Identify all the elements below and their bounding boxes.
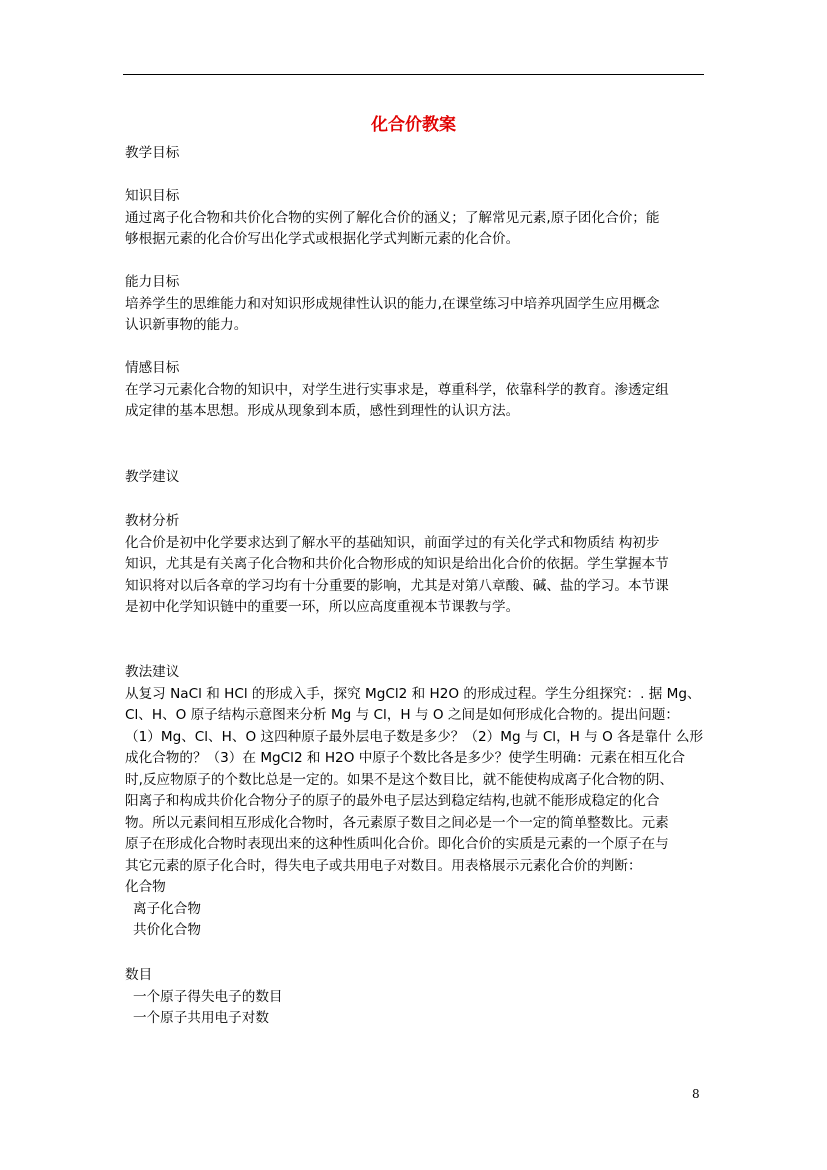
material-heading: 教材分析 — [125, 513, 180, 529]
knowledge-heading: 知识目标 — [125, 188, 180, 204]
paragraph-line: 通过离子化合物和共价化合物的实例了解化合价的涵义；了解常见元素,原子团化合价；能 — [125, 209, 660, 226]
number-section — [125, 965, 710, 1030]
page-title: 化合价教案 — [371, 115, 456, 135]
paragraph-line: 化合价是初中化学要求达到了解水平的基础知识，前面学过的有关化学式和物质结 构初步 — [125, 534, 660, 551]
paragraph-line: 是初中化学知识链中的重要一环，所以应高度重视本节课教与学。 — [125, 599, 520, 615]
ability-goals — [125, 272, 710, 337]
teaching-goals-heading — [125, 143, 710, 165]
paragraph-line: 在学习元素化合物的知识中，对学生进行实事求是，尊重科学，依靠科学的教育。渗透定组 — [125, 381, 669, 398]
paragraph-line: 成定律的基本思想。形成从现象到本质，感性到理性的认识方法。 — [125, 403, 520, 419]
emotion-goals — [125, 358, 710, 423]
paragraph-line: （1）Mg、Cl、H、O 这四种原子最外层电子数是多少？（2）Mg 与 Cl，H 与 O 各是靠什 么形 — [125, 728, 704, 745]
paragraph-line: 知识，尤其是有关离子化合物和共价化合物形成的知识是给出化合价的依据。学生掌握本节 — [125, 556, 669, 572]
section-heading: 教学建议 — [125, 469, 180, 485]
number-heading: 数目 — [125, 967, 153, 983]
paragraph-line: 其它元素的原子化合时，得失电子或共用电子对数目。用表格展示元素化合价的判断： — [125, 857, 642, 874]
paragraph-line: 认识新事物的能力。 — [125, 317, 248, 333]
number-item: 一个原子得失电子的数目 — [133, 988, 283, 1005]
compound-heading: 化合物 — [125, 879, 166, 895]
page-number: 8 — [692, 1087, 700, 1101]
paragraph-line: 时,反应物原子的个数比总是一定的。如果不是这个数目比，就不能使构成离子化合物的阴、 — [125, 771, 674, 788]
compound-item: 共价化合物 — [133, 922, 201, 938]
section-heading: 教学目标 — [125, 145, 180, 161]
paragraph-line: Cl、H、O 原子结构示意图来分析 Mg 与 Cl，H 与 O 之间是如何形成化合物的。提出问题： — [125, 707, 679, 723]
teaching-method — [125, 662, 710, 942]
paragraph-line: 原子在形成化合物时表现出来的这种性质叫化合价。即化合价的实质是元素的一个原子在与 — [125, 836, 669, 852]
paragraph-line: 物。所以元素间相互形成化合物时，各元素原子数目之间必是一个一定的简单整数比。元素 — [125, 814, 669, 831]
compound-item: 离子化合物 — [133, 900, 201, 917]
number-item: 一个原子共用电子对数 — [133, 1010, 269, 1026]
paragraph-line: 阳离子和构成共价化合物分子的原子的最外电子层达到稳定结构,也就不能形成稳定的化合 — [125, 793, 660, 809]
paragraph-line: 知识将对以后各章的学习均有十分重要的影响，尤其是对第八章酸、碱、盐的学习。本节课 — [125, 577, 669, 594]
ability-heading: 能力目标 — [125, 274, 180, 290]
teaching-suggestions-heading — [125, 467, 710, 489]
paragraph-line: 从复习 NaCl 和 HCl 的形成入手，探究 MgCl2 和 H2O 的形成过程。学生分组探究：. 据 Mg、 — [125, 685, 701, 702]
header-rule — [123, 74, 704, 75]
paragraph-line: 培养学生的思维能力和对知识形成规律性认识的能力,在课堂练习中培养巩固学生应用概念 — [125, 295, 660, 312]
emotion-heading: 情感目标 — [125, 360, 180, 376]
knowledge-goals — [125, 186, 710, 251]
paragraph-line: 成化合物的？（3）在 MgCl2 和 H2O 中原子个数比各是多少？使学生明确：元素在相互化合 — [125, 750, 685, 766]
method-heading: 教法建议 — [125, 664, 180, 680]
material-analysis — [125, 511, 710, 619]
paragraph-line: 够根据元素的化合价写出化学式或根据化学式判断元素的化合价。 — [125, 231, 520, 247]
